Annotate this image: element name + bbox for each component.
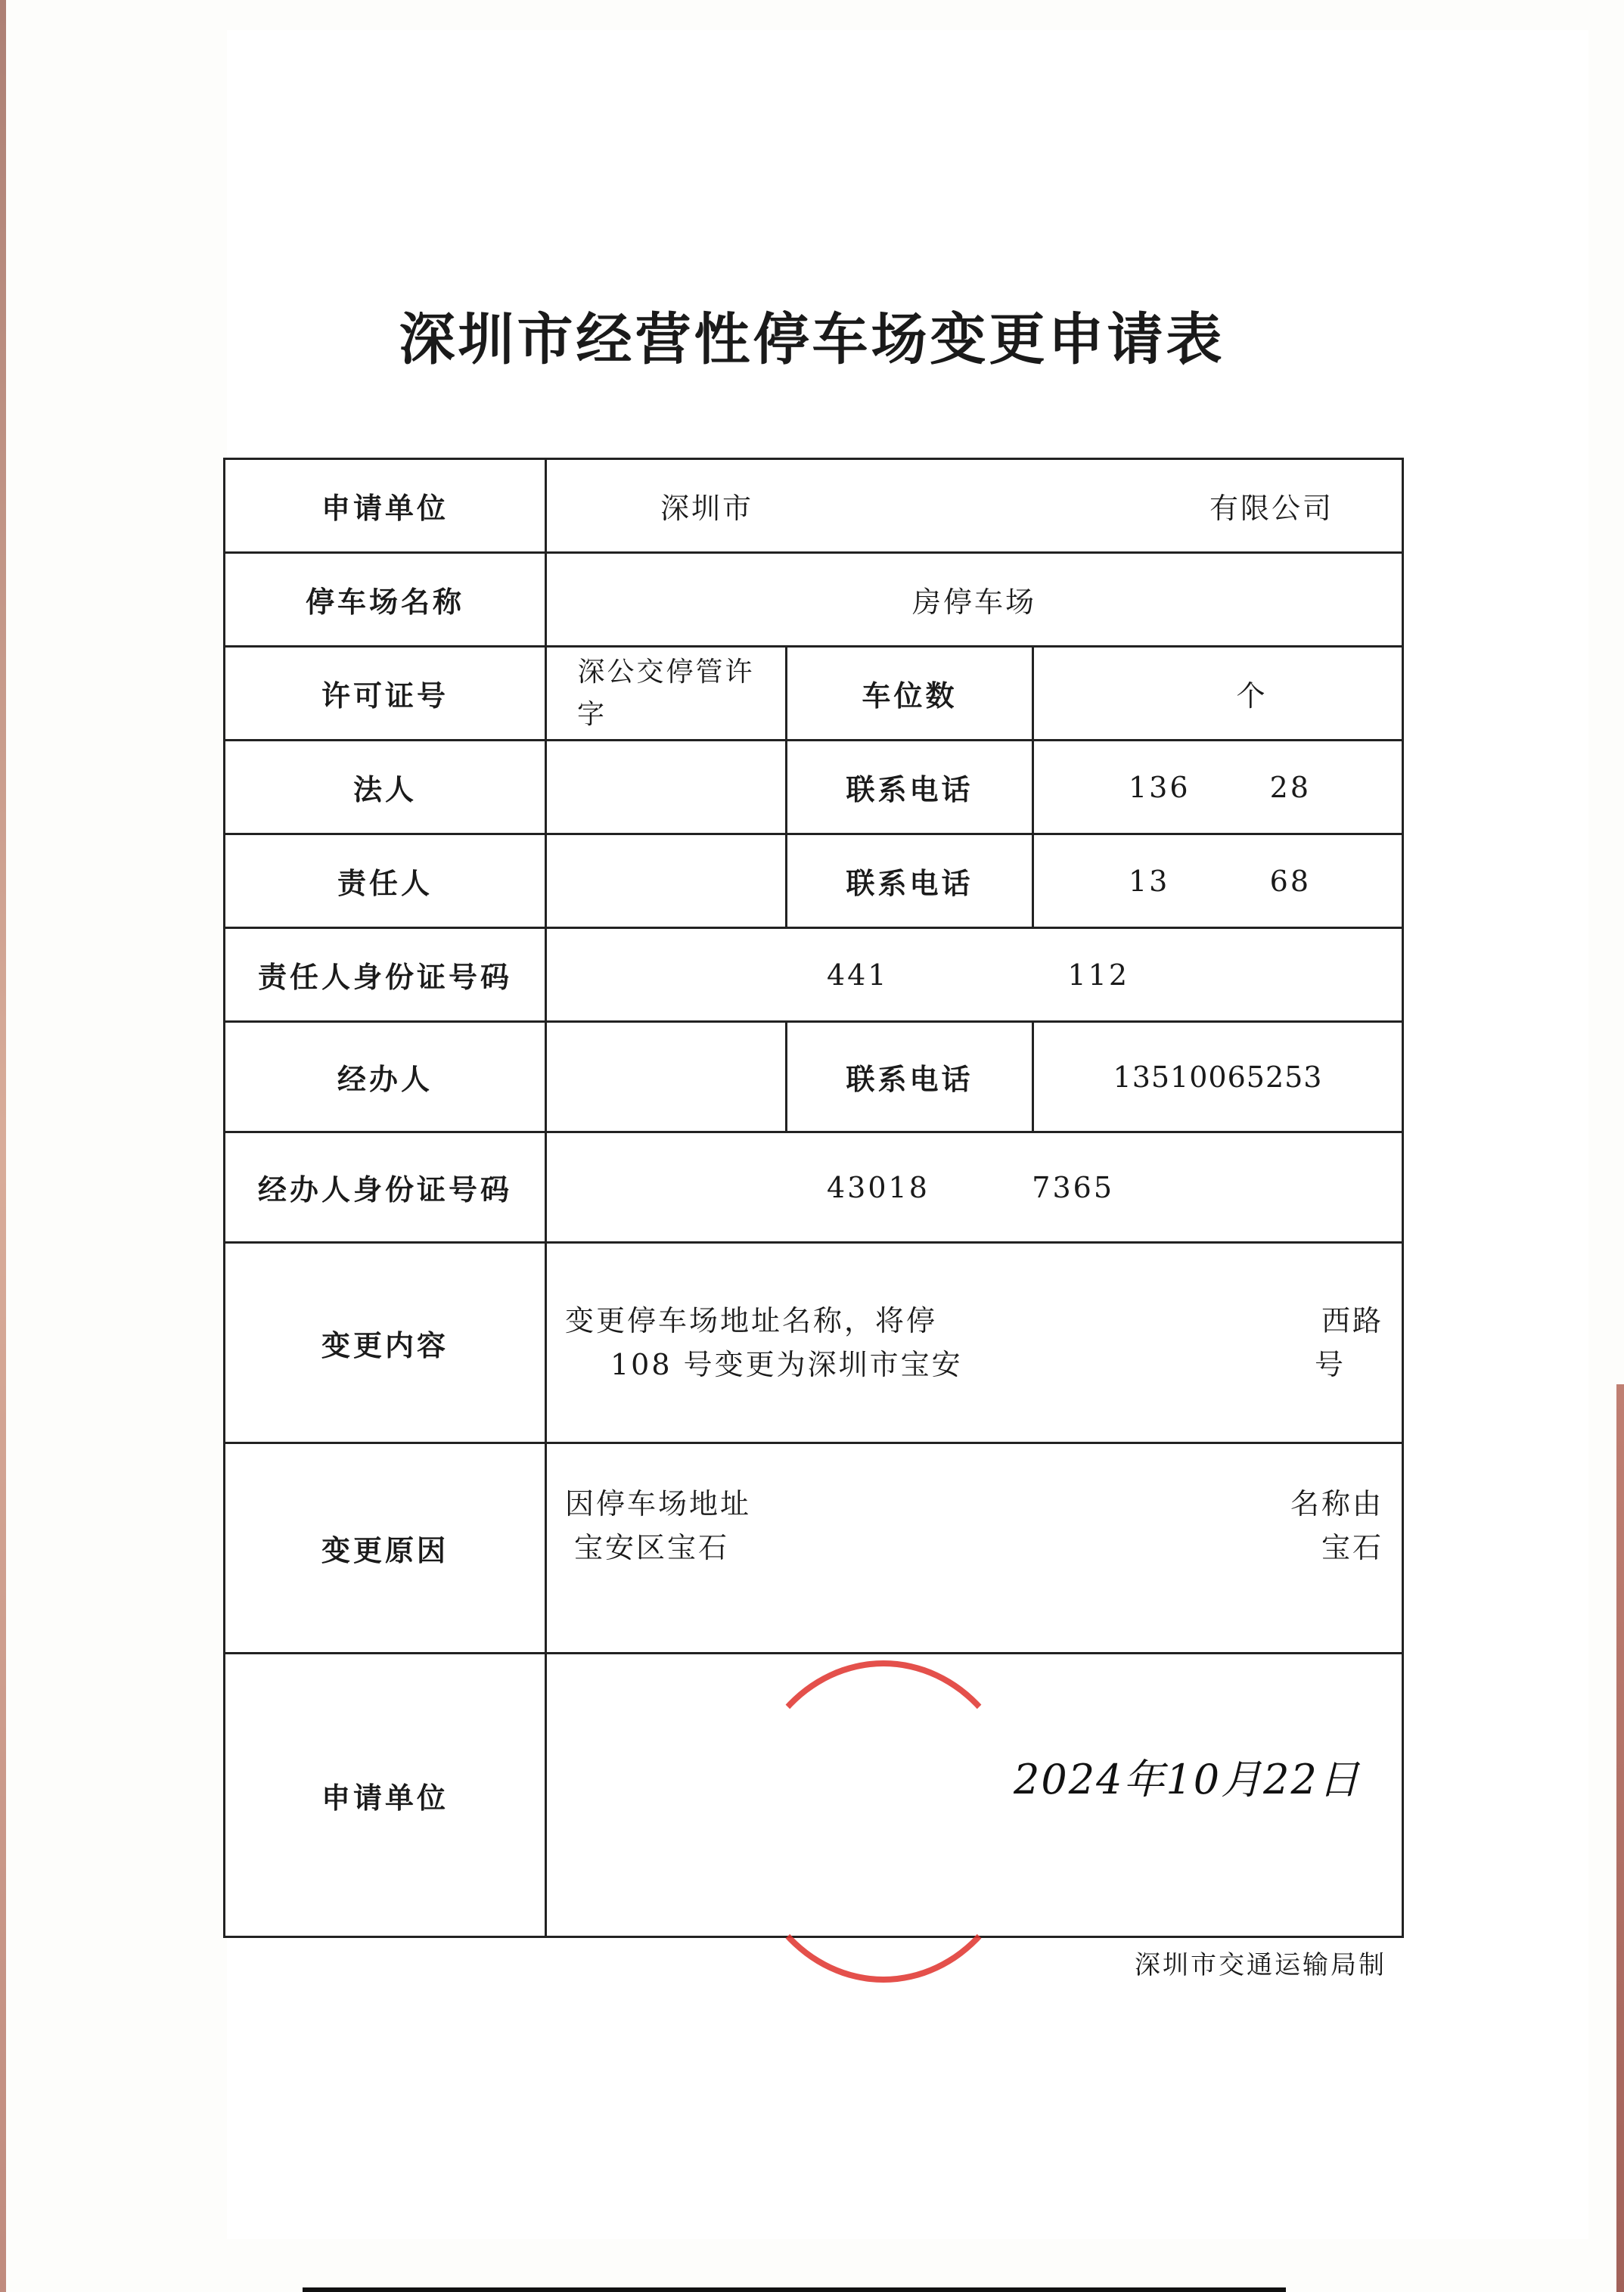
resp-phone-left: 13 [1129,864,1170,898]
change-content-line2-left: 108 号变更为深圳市宝安 [610,1348,963,1381]
handler-phone-value: 13510065253 [1033,1022,1403,1132]
change-reason-line2-right: 宝石 [1321,1531,1384,1564]
lot-name-label: 停车场名称 [225,553,546,647]
scan-bottom-edge [303,2287,1286,2292]
change-content-value [546,1243,1403,1443]
handler-phone-label: 联系电话 [787,1022,1033,1132]
permit-value-line1: 深公交停管许 [577,656,755,688]
legal-phone-value [1033,741,1403,834]
responsible-value [546,834,787,928]
resp-id-value [546,928,1403,1022]
legal-label: 法人 [225,741,546,834]
handler-value [546,1022,787,1132]
legal-phone-right: 28 [1269,770,1312,804]
change-reason-line1-left: 因停车场地址 [565,1487,752,1520]
permit-value-line2: 字 [577,698,607,730]
change-content-line1-left: 变更停车场地址名称，将停 [565,1304,938,1337]
resp-phone-label: 联系电话 [787,834,1033,928]
resp-id-left: 441 [827,958,889,992]
resp-phone-value [1033,834,1403,928]
handler-id-label: 经办人身份证号码 [225,1132,546,1243]
permit-label: 许可证号 [225,647,546,741]
change-reason-line1-right: 名称由 [1290,1487,1384,1520]
change-content-label: 变更内容 [225,1243,546,1443]
permit-value [546,647,787,741]
applicant-value [546,459,1403,553]
row-resp-id [225,928,1403,1022]
legal-phone-left: 136 [1129,770,1191,804]
handler-id-left: 43018 [827,1170,930,1204]
issuer-footer: 深圳市交通运输局制 [1135,1950,1386,1980]
resp-id-label: 责任人身份证号码 [225,928,546,1022]
applicant-value-right: 有限公司 [1209,492,1334,525]
row-handler [225,1022,1403,1132]
signature-date: 2024年10月22日 [1014,1756,1361,1803]
responsible-label: 责任人 [225,834,546,928]
row-change-content [225,1243,1403,1443]
handler-id-value [546,1132,1403,1243]
resp-id-right: 112 [1067,958,1130,992]
row-legal [225,741,1403,834]
spaces-value: 个 [1033,647,1403,741]
row-handler-id [225,1132,1403,1243]
row-change-reason [225,1443,1403,1654]
handler-label: 经办人 [225,1022,546,1132]
applicant-label: 申请单位 [225,459,546,553]
form-title: 深圳市经营性停车场变更申请表 [399,307,1225,372]
change-content-line1-right: 西路 [1321,1304,1384,1337]
row-lot-name [225,553,1403,647]
spaces-label: 车位数 [787,647,1033,741]
scan-right-edge [1616,1384,1624,2292]
change-reason-value [546,1443,1403,1654]
change-reason-label: 变更原因 [225,1443,546,1654]
handler-id-right: 7365 [1032,1170,1115,1204]
sign-label: 申请单位 [225,1654,546,1937]
lot-name-value: 房停车场 [546,553,1403,647]
applicant-value-left: 深圳市 [660,492,754,525]
resp-phone-right: 68 [1269,864,1312,898]
legal-phone-label: 联系电话 [787,741,1033,834]
change-content-line2-right: 号 [1315,1348,1346,1381]
change-reason-line2-left: 宝安区宝石 [574,1531,730,1564]
row-responsible [225,834,1403,928]
legal-value [546,741,787,834]
official-seal-stamp [741,1660,1026,1983]
row-permit [225,647,1403,741]
row-applicant [225,459,1403,553]
